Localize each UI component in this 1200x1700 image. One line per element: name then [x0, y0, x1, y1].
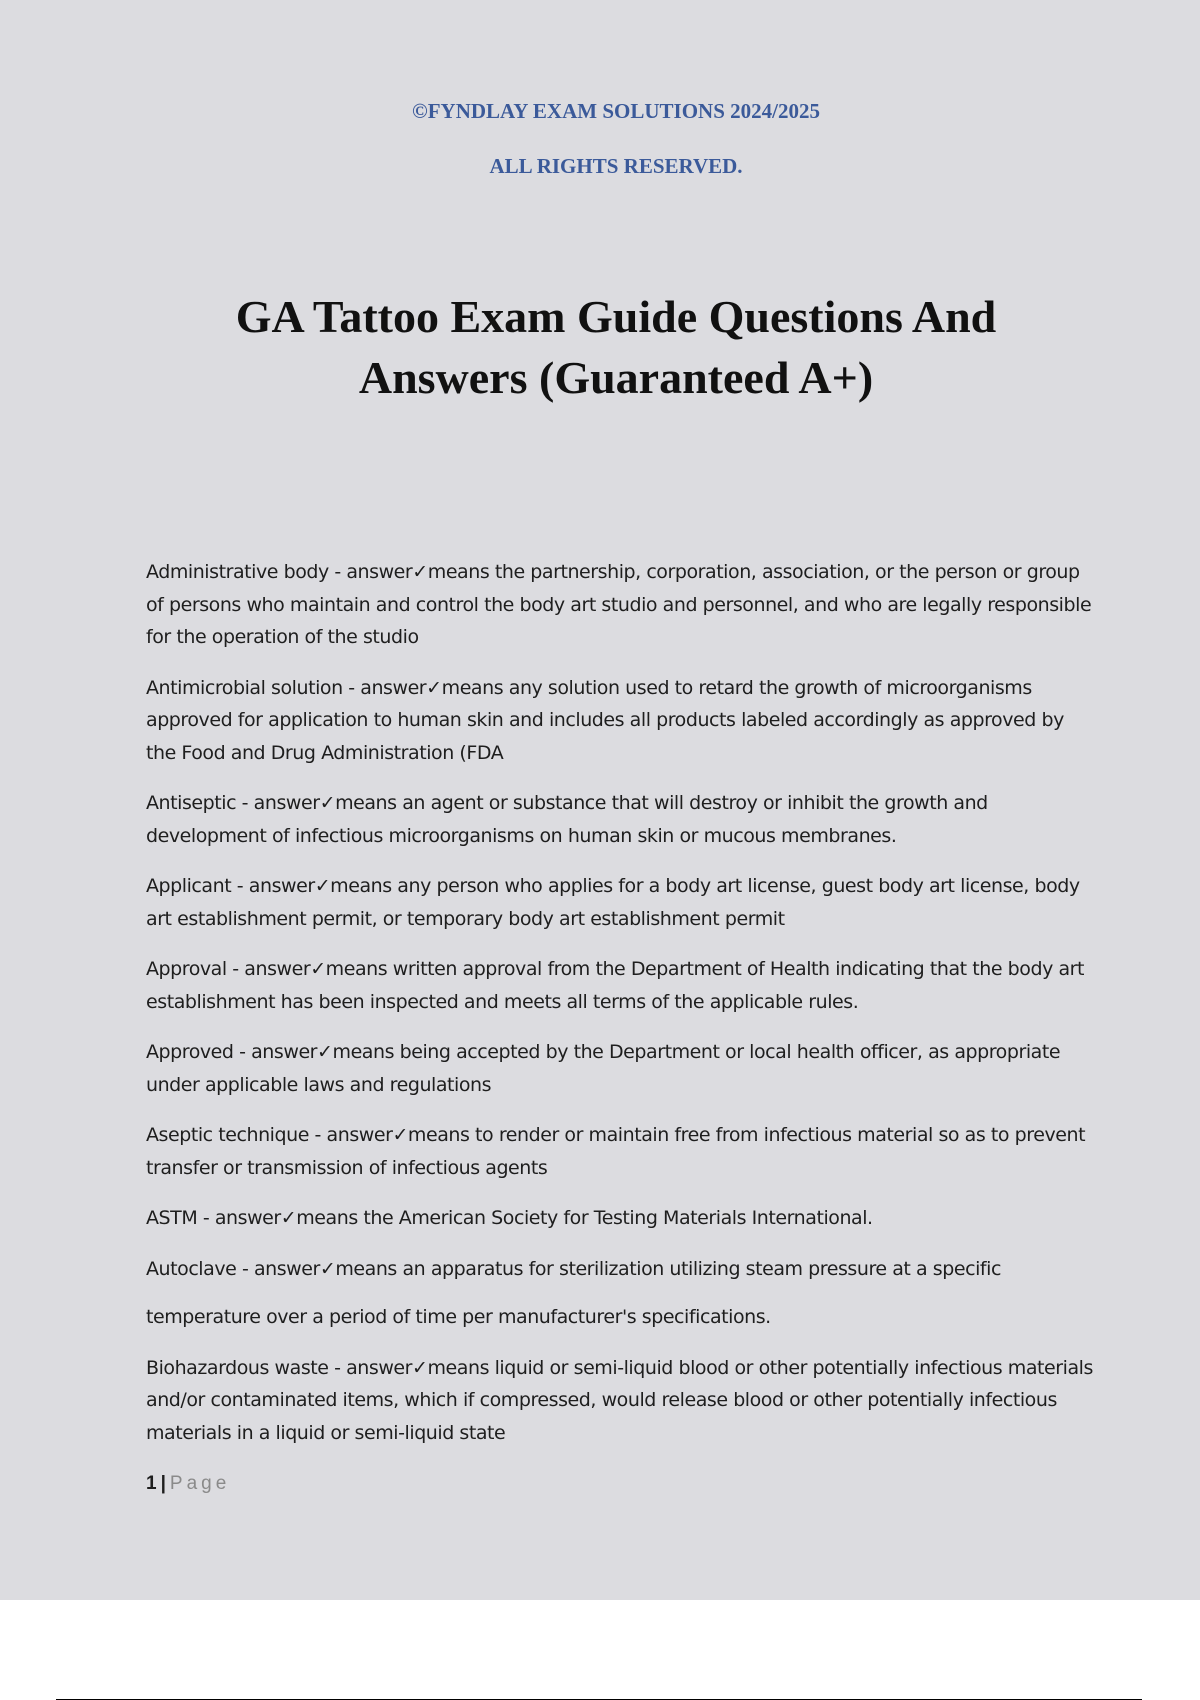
- glossary-entry: Administrative body - answer✓means the partnership, corporation, association, or the person or group of persons who maintain and control the body art studio and personnel, and who are legally responsible for the operation of the studio: [146, 561, 1092, 648]
- glossary-entry: Biohazardous waste - answer✓means liquid or semi-liquid blood or other potentially infectious materials and/or contaminated items, which if compressed, would release blood or other potentially infectious materials in a liquid or semi-liquid state: [146, 1356, 1093, 1444]
- glossary-entry: Approval - answer✓means written approval from the Department of Health indicating that the body art establishment has been inspected and meets all terms of the applicable rules.: [146, 958, 1085, 1013]
- page-number: 1: [146, 1473, 157, 1494]
- glossary-entry: Aseptic technique - answer✓means to render or maintain free from infectious material so as to prevent transfer or transmission of infectious agents: [146, 1124, 1086, 1179]
- document-title: [0, 286, 1200, 408]
- glossary-entry-continuation: temperature over a period of time per manufacturer's specifications.: [146, 1306, 771, 1328]
- rights-header: ALL RIGHTS RESERVED.: [489, 154, 743, 178]
- footer-separator: |: [160, 1473, 166, 1494]
- glossary-entry: [146, 1253, 1096, 1334]
- page-footer: [146, 1473, 230, 1495]
- glossary-entry-line: Autoclave - answer✓means an apparatus for sterilization utilizing steam pressure at a specific: [146, 1257, 1001, 1280]
- glossary-entry: Approved - answer✓means being accepted by the Department or local health officer, as appropriate under applicable laws and regulations: [146, 1041, 1061, 1096]
- page-label: Page: [169, 1473, 231, 1494]
- title-line-2: Answers (Guaranteed A+): [358, 352, 874, 403]
- glossary-entry: Antimicrobial solution - answer✓means any solution used to retard the growth of microorganisms approved for application to human skin and includes all products labeled accordingly as approved by the Food and Drug Administration (FDA: [146, 676, 1064, 764]
- glossary-entry: Antiseptic - answer✓means an agent or substance that will destroy or inhibit the growth and development of infectious microorganisms on human skin or mucous membranes.: [146, 792, 988, 847]
- glossary-entry: Applicant - answer✓means any person who applies for a body art license, guest body art license, body art establishment permit, or temporary body art establishment permit: [146, 875, 1080, 930]
- title-line-1: GA Tattoo Exam Guide Questions And: [235, 291, 997, 342]
- copyright-header: ©FYNDLAY EXAM SOLUTIONS 2024/2025: [412, 99, 820, 123]
- glossary-entry: ASTM - answer✓means the American Society for Testing Materials International.: [146, 1207, 873, 1229]
- glossary-entries: [146, 556, 1096, 1467]
